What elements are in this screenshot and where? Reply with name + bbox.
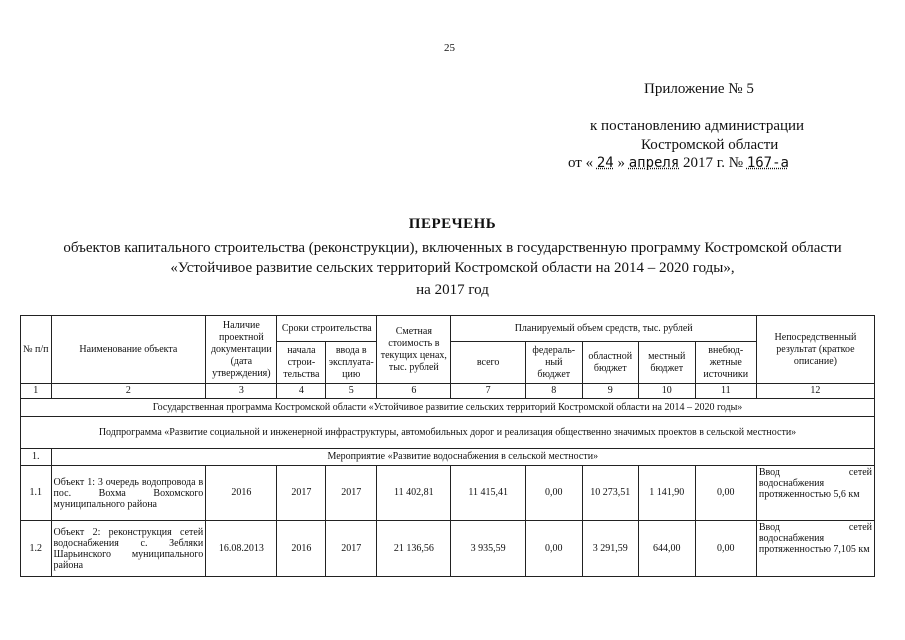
regional-funding: 3 291,59 bbox=[582, 521, 638, 577]
local-funding: 644,00 bbox=[638, 521, 695, 577]
resolution-date-line bbox=[568, 155, 789, 172]
program-row: Государственная программа Костромской области «Устойчивое развитие сельских территорий Костромской области на 2014 – 2020 годы» bbox=[21, 399, 875, 417]
date-prefix: от « bbox=[568, 155, 594, 171]
regional-funding: 10 273,51 bbox=[582, 466, 638, 521]
date-day: 24 bbox=[596, 155, 614, 171]
date-mid: » bbox=[617, 155, 625, 171]
col-number: 9 bbox=[582, 384, 638, 399]
header-funding: Планируемый объем средств, тыс. рублей bbox=[451, 316, 756, 342]
date-year: 2017 г. № bbox=[683, 155, 744, 171]
object-name: Объект 2: реконструкция сетей водоснабжения с. Зебляки Шарьинского муниципального района bbox=[51, 521, 206, 577]
header-result: Непосредственный результат (краткое описание) bbox=[756, 316, 874, 384]
docs-date: 2016 bbox=[206, 466, 277, 521]
estimated-cost: 21 136,56 bbox=[377, 521, 451, 577]
measure-row: Мероприятие «Развитие водоснабжения в сельской местности» bbox=[51, 449, 874, 466]
appendix-label: Приложение № 5 bbox=[644, 81, 754, 97]
date-month: апреля bbox=[628, 155, 680, 171]
resolution-number: 167-а bbox=[746, 155, 789, 171]
header-federal: федераль-ный бюджет bbox=[525, 342, 582, 384]
table-row bbox=[21, 521, 875, 577]
col-number: 8 bbox=[525, 384, 582, 399]
header-offbudget: внебюд-жетные источники bbox=[695, 342, 756, 384]
row-index: 1.1 bbox=[21, 466, 52, 521]
document-subtitle-2: «Устойчивое развитие сельских территорий Костромской области на 2014 – 2020 годы», bbox=[170, 260, 735, 276]
header-local: местный бюджет bbox=[638, 342, 695, 384]
col-number: 4 bbox=[277, 384, 326, 399]
col-number: 2 bbox=[51, 384, 206, 399]
document-subtitle-1: объектов капитального строительства (реконструкции), включенных в государственную программу Костромской области bbox=[63, 240, 842, 256]
row-index: 1.2 bbox=[21, 521, 52, 577]
header-cost: Сметная стоимость в текущих ценах, тыс. рублей bbox=[377, 316, 451, 384]
page-number: 25 bbox=[444, 42, 455, 54]
offbudget-funding: 0,00 bbox=[695, 466, 756, 521]
document-title: ПЕРЕЧЕНЬ bbox=[408, 216, 497, 232]
resolution-line-2: Костромской области bbox=[641, 137, 779, 153]
header-terms: Сроки строительства bbox=[277, 316, 377, 342]
estimated-cost: 11 402,81 bbox=[377, 466, 451, 521]
col-number: 5 bbox=[326, 384, 377, 399]
offbudget-funding: 0,00 bbox=[695, 521, 756, 577]
federal-funding: 0,00 bbox=[525, 521, 582, 577]
col-number: 11 bbox=[695, 384, 756, 399]
commission-year: 2017 bbox=[326, 466, 377, 521]
start-year: 2016 bbox=[277, 521, 326, 577]
col-number: 7 bbox=[451, 384, 525, 399]
header-total: всего bbox=[451, 342, 525, 384]
local-funding: 1 141,90 bbox=[638, 466, 695, 521]
object-name: Объект 1: 3 очередь водопровода в пос. Вохма Вохомского муниципального района bbox=[51, 466, 206, 521]
col-number: 1 bbox=[21, 384, 52, 399]
resolution-line-1: к постановлению администрации bbox=[590, 118, 805, 134]
total-funding: 11 415,41 bbox=[451, 466, 525, 521]
header-start: начала строи-тельства bbox=[277, 342, 326, 384]
total-funding: 3 935,59 bbox=[451, 521, 525, 577]
federal-funding: 0,00 bbox=[525, 466, 582, 521]
document-subtitle-3: на 2017 год bbox=[416, 282, 489, 298]
start-year: 2017 bbox=[277, 466, 326, 521]
col-number: 12 bbox=[756, 384, 874, 399]
col-number: 6 bbox=[377, 384, 451, 399]
docs-date: 16.08.2013 bbox=[206, 521, 277, 577]
header-num: № п/п bbox=[21, 316, 52, 384]
commission-year: 2017 bbox=[326, 521, 377, 577]
objects-table bbox=[20, 315, 875, 577]
measure-number: 1. bbox=[21, 449, 52, 466]
result-description: Ввод сетей водоснабжения протяженностью 7,105 км bbox=[756, 521, 874, 577]
table-row bbox=[21, 466, 875, 521]
col-number: 10 bbox=[638, 384, 695, 399]
result-description: Ввод сетей водоснабжения протяженностью 5,6 км bbox=[756, 466, 874, 521]
header-name: Наименование объекта bbox=[51, 316, 206, 384]
header-docs: Наличие проектной документации (дата утверждения) bbox=[206, 316, 277, 384]
header-commission: ввода в эксплуата-цию bbox=[326, 342, 377, 384]
subprogram-row: Подпрограмма «Развитие социальной и инженерной инфраструктуры, автомобильных дорог и реализация общественно значимых проектов в сельской местности» bbox=[21, 417, 875, 449]
col-number: 3 bbox=[206, 384, 277, 399]
header-regional: областной бюджет bbox=[582, 342, 638, 384]
